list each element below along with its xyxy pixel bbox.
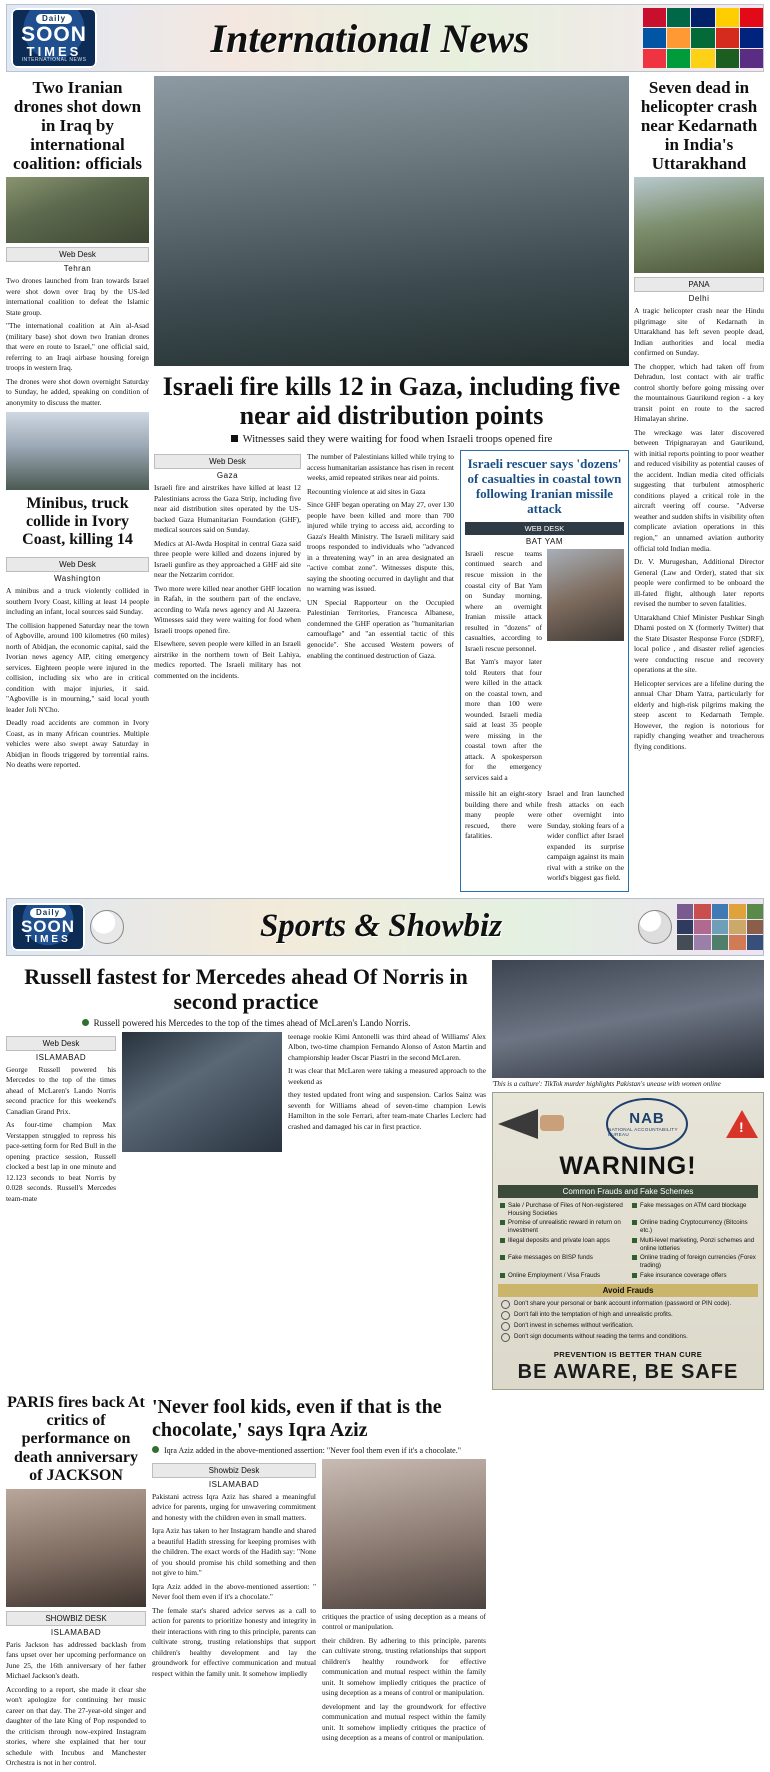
- fraud-label: Online trading of foreign currencies (Forex trading): [640, 1254, 756, 1270]
- iqra-col-1: [152, 1459, 316, 1747]
- paragraph: A tragic helicopter crash near the Hindu pilgrimage site of Kedarnath in Uttarakhand has left seven people dead, Indian authorities and local media confirmed on Sunday.: [634, 306, 764, 358]
- left-story1-byline: Web Desk: [6, 247, 149, 262]
- paragraph: missile hit an eight-story building there and while many people were rescued, there were fatalities.: [464, 789, 542, 841]
- f1-photo: [122, 1032, 282, 1152]
- sidebar-body-2b: [547, 789, 624, 887]
- lead-headline: Israeli fire kills 12 in Gaza, including five near aid distribution points: [162, 372, 621, 431]
- bullet-box-icon: [632, 1220, 637, 1225]
- shield-icon: [501, 1300, 510, 1309]
- magnifier-icon: [501, 1322, 510, 1331]
- masthead-title: International News: [210, 15, 530, 61]
- paragraph: Israeli rescue teams continued search and rescue mission in the coastal city of Bat Yam on Sunday morning, where an overnight Iranian missile attack resulted in "dozens" of casualties, according to Israeli rescue personnel.: [464, 548, 542, 653]
- sidebar-body-2a: [465, 789, 542, 887]
- avoid-label: Don't sign documents without reading the terms and conditions.: [514, 1332, 688, 1340]
- iqra-dateline: ISLAMABAD: [208, 1479, 260, 1489]
- fraud-item: [500, 1219, 624, 1235]
- left-column: [6, 76, 149, 892]
- right-story1-headline: Seven dead in helicopter crash near Kedarnath in India's Uttarakhand: [640, 78, 758, 174]
- bullet-box-icon: [500, 1220, 505, 1225]
- nab-logo-title: NAB: [629, 1110, 665, 1128]
- protest-photo: [492, 960, 764, 1078]
- sidebar-photo-wrap: [547, 549, 624, 786]
- jackson-headline: PARIS fires back At critics of performance on death anniversary of JACKSON: [7, 1393, 145, 1485]
- bottom-grid: [6, 1394, 764, 1772]
- iqra-bullet-text: Iqra Aziz added in the above-mentioned assertion: "Never fool them even if it's a chocolate.": [164, 1445, 461, 1455]
- bullet-box-icon: [632, 1255, 637, 1260]
- f1-story: [6, 960, 486, 1390]
- lead-body-2: [307, 452, 454, 661]
- bullet-box-icon: [500, 1203, 505, 1208]
- paragraph: The female star's shared advice serves as a call to action for parents to prioritize honesty and integrity in their interactions with ring to this principle, parents can cultivate strong, trusting relationships that support children's healthy development and lay the groundwork for effective communication and mutual respect within the family unit. It somehow impliedly: [152, 1605, 316, 1678]
- sidebar-story-grid: [465, 549, 624, 786]
- paragraph: they tested updated front wing and suspension. Carlos Sainz was seventh for Williams ahead of seven-time champion Lewis Hamilton in the sole Ferrari, after team-mate Charles Leclerc had crashed and damaged his car in first practice.: [288, 1090, 486, 1131]
- fraud-label: Sale / Purchase of Files of Non-registered Housing Societies: [508, 1201, 623, 1217]
- jackson-dateline: ISLAMABAD: [50, 1627, 102, 1637]
- sidebar-story-dateline: BAT YAM: [525, 536, 564, 546]
- paragraph: The chopper, which had taken off from Dehradun, lost contact with air traffic control shortly before going missing over the mountainous Gaurikund region - a key transit point en route to the sacred Himalayan shrine.: [634, 361, 764, 424]
- left-story1-body: [6, 276, 149, 408]
- center-column: [154, 76, 629, 892]
- nab-avoid-list: [498, 1297, 758, 1347]
- avoid-label: Don't share your personal or bank account information (password or PIN code).: [514, 1299, 732, 1307]
- nab-header: [498, 1098, 758, 1150]
- avoid-item: [501, 1311, 755, 1320]
- paragraph: Elsewhere, seven people were killed in an Israeli airstrike in the northern town of Beit Lahiya, medics reported. The Israeli military has not commented on the incidents.: [154, 639, 301, 680]
- nab-warning-title: WARNING!: [559, 1151, 697, 1180]
- protest-caption: 'This is a culture': TikTok murder highlights Pakistan's unease with women online: [492, 1079, 721, 1088]
- warning-triangle-icon: [726, 1110, 758, 1138]
- fraud-item: [500, 1202, 624, 1218]
- bullet-box-icon: [632, 1203, 637, 1208]
- paragraph: The collision happened Saturday near the town of Agboville, around 100 kilometres (60 miles) north of Abidjan, the economic capital, said the Ivorian news agency AIP, citing emergency services. Eighteen people were injured in the collision, including six who are in critical condition with major injuries, it said. "Agboville is in mourning," said local youth leader Joli N'Cho.: [6, 620, 149, 714]
- paragraph: Israel and Iran launched fresh attacks on each other overnight into Sunday, stoking fears of a wider conflict after Israel expanded its surprise campaign against its main rival with a strike on the world's biggest gas field.: [546, 789, 624, 883]
- sports-banner-title: Sports & Showbiz: [259, 908, 503, 945]
- iqra-body-1: [152, 1492, 316, 1680]
- logo-times-label: TIMES: [26, 43, 82, 59]
- masthead: [6, 4, 764, 72]
- iqra-col-2: [322, 1459, 486, 1747]
- f1-photo-wrap: [122, 1032, 282, 1208]
- f1-dateline: ISLAMABAD: [35, 1052, 87, 1062]
- left-story2-dateline: Washington: [54, 574, 101, 584]
- avoid-item: [501, 1322, 755, 1331]
- f1-headline: Russell fastest for Mercedes ahead Of Norris in second practice: [24, 963, 468, 1015]
- f1-bullet-text: Russell powered his Mercedes to the top of the times ahead of McLaren's Lando Norris.: [93, 1017, 411, 1028]
- lead-dateline: Gaza: [216, 471, 239, 481]
- fraud-label: Multi-level marketing, Ponzi schemes and online lotteries: [640, 1236, 755, 1252]
- nab-be-aware-text: BE AWARE, BE SAFE: [517, 1360, 739, 1383]
- f1-columns: [6, 1032, 486, 1208]
- f1-bullet: [6, 1018, 486, 1028]
- iqra-bullet: [152, 1446, 486, 1455]
- f1-body-1: [6, 1065, 116, 1205]
- paragraph: Iqra Aziz added in the above-mentioned assertion: " Never fool them even if it's a chocolate.": [152, 1581, 316, 1602]
- paragraph: The number of Palestinians killed while trying to access humanitarian assistance has risen in recent weeks, amid repeated strikes near aid points.: [306, 452, 454, 483]
- logo-daily-label: Daily: [36, 14, 72, 24]
- paragraph: Recounting violence at aid sites in Gaza: [306, 486, 426, 496]
- paragraph: Israeli fire and airstrikes have killed at least 12 Palestinians across the Gaza Strip, including five near aid distribution sites operated by the US-backed Gaza Humanitarian Foundation (GHF), medical sources said on Sunday.: [154, 483, 301, 535]
- right-story1-photo: [634, 177, 764, 273]
- left-story2-body: [6, 586, 149, 771]
- lead-story-photo: [154, 76, 629, 366]
- soccer-ball-icon: [90, 910, 124, 944]
- iqra-columns: [152, 1459, 486, 1747]
- iqra-byline: Showbiz Desk: [152, 1463, 316, 1478]
- paragraph: teenage rookie Kimi Antonelli was third ahead of Williams' Alex Albon, two-time champion Fernando Alonso of Aston Martin and championship leader Oscar Piastri in the second McLaren.: [288, 1031, 486, 1062]
- right-story1-body: [634, 306, 764, 752]
- fraud-item: [500, 1272, 624, 1280]
- megaphone-icon: [498, 1101, 568, 1147]
- lead-col-2: [307, 450, 454, 892]
- sidebar-body-1: [465, 549, 542, 786]
- nab-logo-subtitle: NATIONAL ACCOUNTABILITY BUREAU: [608, 1127, 678, 1138]
- lead-byline: Web Desk: [154, 454, 301, 469]
- lead-subheadline: [154, 434, 629, 445]
- bullet-box-icon: [632, 1273, 637, 1278]
- paragraph: Paris Jackson has addressed backlash from fans upset over her upcoming performance on June 25, the 16th anniversary of her father Michael Jackson's death.: [6, 1639, 146, 1681]
- paragraph: Pakistani actress Iqra Aziz has shared a meaningful advice for parents, urging for unwavering commitment and honesty with the children even in small matters.: [152, 1491, 316, 1522]
- left-story1-photo: [6, 177, 149, 243]
- paragraph: their children. By adhering to this principle, parents can cultivate strong, trusting relationships that support children's healthy roundwork for effective communication and mutual respect within the family unit. It somehow impliedly critiques the practice of using deception as a means of control or manipulation.: [322, 1635, 486, 1698]
- paragraph: The drones were shot down overnight Saturday to Sunday, he added, speaking on condition of anonymity to discuss the matter.: [6, 376, 149, 407]
- newspaper-logo: [11, 8, 97, 68]
- bullet-box-icon: [500, 1273, 505, 1278]
- jackson-byline: SHOWBIZ DESK: [6, 1611, 146, 1626]
- sports-banner: [6, 898, 764, 956]
- bullet-box-icon: [500, 1238, 505, 1243]
- logo-times-label: TIMES: [25, 934, 71, 946]
- paragraph: As four-time champion Max Verstappen struggled to repress his pace-setting form for Red Bull in the opening practice session, Russell clocked a best lap in one minute and 12.123 seconds to beat Norris by 0.028 seconds. Russell's Mercedes team-mate: [6, 1120, 116, 1203]
- nab-prevention-text: PREVENTION IS BETTER THAN CURE: [553, 1349, 703, 1359]
- fraud-item: [632, 1254, 756, 1270]
- lead-body-1: [154, 483, 301, 681]
- logo-slug-label: INTERNATIONAL NEWS: [21, 56, 87, 63]
- paragraph: Two more were killed near another GHF location in Rafah, in the southern part of the enclave, according to Wafa news agency and Al Jazeera. Witnesses said they were waiting for food when Israeli troops opened fire.: [154, 583, 301, 635]
- showbiz-right-column: [492, 960, 764, 1390]
- paragraph: It was clear that McLaren were taking a measured approach to the weekend as: [288, 1066, 486, 1086]
- bullet-box-icon: [632, 1238, 637, 1243]
- f1-byline: Web Desk: [6, 1036, 116, 1051]
- fraud-label: Promise of unrealistic reward in return on investment: [508, 1219, 621, 1235]
- fraud-label: Illegal deposits and private loan apps: [508, 1236, 610, 1244]
- tennis-ball-icon: [638, 910, 672, 944]
- avoid-label: Don't fall into the temptation of high and unrealistic profits.: [514, 1310, 673, 1318]
- bottom-spacer: [492, 1394, 764, 1772]
- paragraph: A minibus and a truck violently collided in southern Ivory Coast, killing at least 14 people including an infant, local sources said Sunday.: [6, 586, 149, 617]
- bullet-box-icon: [500, 1255, 505, 1260]
- paragraph: Bat Yam's mayor later told Reuters that four were killed in the attack on the coastal town, and more than 100 were wounded. Israeli media said at least 35 people were missing in the coastal town after the attack. A spokesperson for the emergency services said a: [464, 657, 542, 782]
- left-story1-headline: Two Iranian drones shot down in Iraq by international coalition: officials: [13, 78, 142, 174]
- paragraph: Uttarakhand Chief Minister Pushkar Singh Dhami posted on X (formerly Twitter) that the State Disaster Response Force (SDRF), local police , and disaster relief agencies were conducting rescue and recovery operations at the site.: [634, 612, 764, 675]
- left-story2-byline: Web Desk: [6, 557, 149, 572]
- lead-col-1: [154, 450, 301, 892]
- nab-avoid-header: Avoid Frauds: [498, 1284, 758, 1297]
- fraud-label: Fake insurance coverage offers: [640, 1271, 727, 1279]
- fraud-label: Online Employment / Visa Frauds: [508, 1271, 601, 1279]
- right-story1-byline: PANA: [634, 277, 764, 292]
- fraud-label: Fake messages on BISP funds: [508, 1254, 593, 1262]
- paragraph: UN Special Rapporteur on the Occupied Palestinian Territories, Francesca Albanese, condemned the GHF operation as "humanitarian camouflage" and "an essential tactic of this genocide". She accused Western powers of enabling the continued destruction of Gaza.: [306, 597, 454, 660]
- nab-logo: [606, 1098, 688, 1150]
- fraud-item: [500, 1254, 624, 1270]
- jackson-story: [6, 1394, 146, 1772]
- paragraph: critiques the practice of using deception as a means of control or manipulation.: [322, 1611, 486, 1632]
- paragraph: According to a report, she made it clear she won't apologize for continuing her music career on that day. The 27-year-old singer and daughter of the late King of Pop responded to the criticism through now-expired Instagram stories, where she explained that her tour schedule with Incubus and Manchester Orchestra is not in her control.: [6, 1684, 146, 1768]
- fraud-item: [632, 1272, 756, 1280]
- left-story1-dateline: Tehran: [63, 264, 92, 274]
- right-story1-dateline: Delhi: [688, 294, 710, 304]
- paragraph: Dr. V. Murugeshan, Additional Director General (Law and Order), stated that six people were confirmed to be onboard the ill-fated flight, although later reports revised the number to seven fatalities.: [634, 557, 764, 609]
- flags-decoration: [643, 8, 763, 68]
- iqra-body-2: [322, 1612, 486, 1744]
- paragraph: George Russell powered his Mercedes to the top of the times ahead of McLaren's Lando Norris second practice for this weekend's Canadian Grand Prix.: [6, 1064, 116, 1116]
- avoid-item: [501, 1333, 755, 1342]
- logo-daily-label: Daily: [30, 908, 66, 918]
- sports-grid: [6, 960, 764, 1390]
- paragraph: Medics at Al-Awda Hospital in central Gaza said three people were killed and dozens injured by Israeli gunfire as they approached a GHF aid site near the Netzarim corridor.: [154, 538, 301, 580]
- sidebar-story-grid-2: [465, 789, 624, 887]
- lead-subheadline-text: Witnesses said they were waiting for food when Israeli troops opened fire: [242, 434, 553, 446]
- bullet-dot-icon: [82, 1019, 89, 1026]
- nab-frauds-header: Common Frauds and Fake Schemes: [498, 1185, 758, 1198]
- document-icon: [501, 1333, 510, 1342]
- paragraph: Two drones launched from Iran towards Israel were shot down over Iraq by the US-led international coalition to defeat the Islamic State group.: [6, 276, 149, 317]
- fraud-item: [632, 1219, 756, 1235]
- fraud-label: Online trading Cryptocurrency (Bitcoins etc.): [640, 1219, 748, 1235]
- fraud-label: Fake messages on ATM card blockage: [640, 1201, 747, 1209]
- nab-frauds-list: [498, 1198, 758, 1284]
- lead-story-columns: [154, 450, 629, 892]
- paragraph: Since GHF began operating on May 27, over 130 people have been killed and more than 700 injured while trying to access aid, according to Gaza's Health Ministry. The Israeli military said troops responded to individuals who "advanced in a threatening way" in an area designated an "active combat zone". Witnesses dispute this, saying the shooting occurred in daylight and that no warning was issued.: [306, 500, 454, 594]
- logo-soon-label: SOON: [20, 917, 76, 937]
- iqra-photo: [322, 1459, 486, 1609]
- sidebar-story-photo: [547, 549, 624, 641]
- jackson-photo: [6, 1489, 146, 1607]
- sidebar-story-byline: WEB DESK: [465, 522, 624, 535]
- iqra-headline: 'Never fool kids, even if that is the chocolate,' says Iqra Aziz: [152, 1395, 442, 1441]
- left-story2-photo: [6, 412, 149, 490]
- f1-body-2: [288, 1032, 486, 1208]
- fraud-item: [500, 1237, 624, 1253]
- bullet-square-icon: [231, 435, 238, 442]
- sports-logo: [11, 903, 85, 951]
- logo-soon-label: SOON: [21, 22, 87, 46]
- paragraph: Deadly road accidents are common in Ivory Coast, as in many African countries. Multiple vehicles were also swept away Saturday in Abidjan in floods triggered by torrential rains. No deaths were reported.: [6, 718, 149, 770]
- main-content-grid: [6, 76, 764, 892]
- paragraph: The wreckage was later discovered between Tripignarayan and Gaurikund, with initial reports pointing to poor weather and reduced visibility as potential causes of the accident. Indian media cited officials suggesting that turbulent atmospheric conditions played a critical role in the aircraft veering off course. "Adverse weather and sudden shifts in visibility often complicate aviation operations in this region," an unnamed aviation authority official told Indian media.: [634, 427, 764, 553]
- nab-advertisement: [492, 1092, 764, 1390]
- f1-col-1: [6, 1032, 116, 1208]
- paragraph: development and lay the groundwork for effective communication and mutual respect within the family unit. It somehow impliedly critiques the practice of using deception as a means of control or manipulation.: [322, 1701, 486, 1743]
- avoid-label: Don't invest in schemes without verification.: [514, 1321, 634, 1329]
- fraud-item: [632, 1237, 756, 1253]
- jackson-body: [6, 1640, 146, 1769]
- sports-decoration: [677, 904, 763, 950]
- paragraph: Helicopter services are a lifeline during the annual Char Dham Yatra, particularly for elderly and high-risk pilgrims making the steep ascent to Kedarnath Temple. However, the region is notorious for rapidly changing weather and treacherous flying conditions.: [634, 678, 764, 751]
- avoid-item: [501, 1300, 755, 1309]
- sidebar-story-headline: Israeli rescuer says 'dozens' of casualties in coastal town following Iranian missile attack: [467, 456, 622, 517]
- right-column: [634, 76, 764, 892]
- iqra-story: [152, 1394, 486, 1772]
- coin-icon: [501, 1311, 510, 1320]
- paragraph: "The international coalition at Ain al-Asad (military base) shot down two Iranian drones that were en route to Israel," one official said, referring to an Iraqi airbase housing foreign troops in western Iraq.: [6, 321, 149, 373]
- paragraph: Iqra Aziz has taken to her Instagram handle and shared a beautiful Hadith stressing for keeping promises with the children. The exact words of the Hadith say: "None of you should promise his child something and then not give to him.": [152, 1526, 316, 1578]
- bullet-dot-icon: [152, 1446, 159, 1453]
- fraud-item: [632, 1202, 756, 1218]
- left-story2-headline: Minibus, truck collide in Ivory Coast, killing 14: [22, 495, 133, 549]
- sidebar-story-box: [460, 450, 629, 892]
